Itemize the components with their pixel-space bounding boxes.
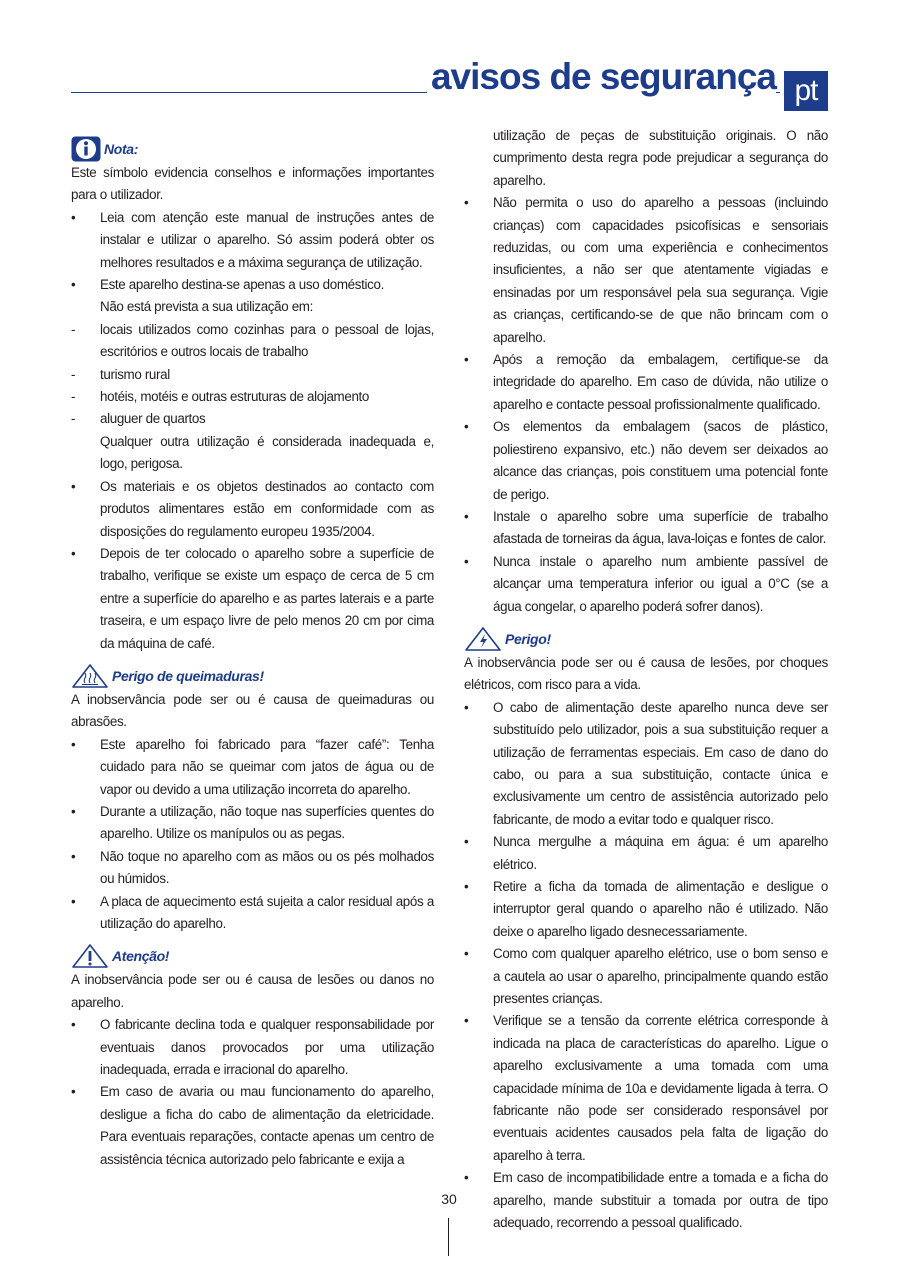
list-item: • Os materiais e os objetos destinados ao contacto com produtos alimentares estão em conformidade com as disposições do regulamento europeu 1935/2004. bbox=[71, 476, 434, 543]
list-item: • Em caso de avaria ou mau funcionamento do aparelho, desligue a ficha do cabo de alimentação da eletricidade. Para eventuais reparações, contacte apenas um centro de assistência técnica autorizado pelo fabricante e exija a bbox=[71, 1081, 434, 1171]
attention-heading bbox=[71, 943, 434, 969]
list-item: • O fabricante declina toda e qualquer responsabilidade por eventuais danos provocados por uma utilização inadequada, errada e irracional do aparelho. bbox=[71, 1014, 434, 1081]
attention-list-continued bbox=[464, 125, 828, 618]
burn-heading bbox=[71, 663, 434, 689]
list-item: • Leia com atenção este manual de instruções antes de instalar e utilizar o aparelho. Só assim poderá obter os melhores resultados e a máxima segurança de utilização. bbox=[71, 207, 434, 274]
list-item: utilização de peças de substituição originais. O não cumprimento desta regra pode prejudicar a segurança do aparelho. bbox=[493, 128, 828, 188]
note-heading bbox=[71, 136, 434, 162]
list-item: • Depois de ter colocado o aparelho sobre a superfície de trabalho, verifique se existe um espaço de cerca de 5 cm entre a superfície do aparelho e as partes laterais e a parte traseira, e um espaço livre de pelo menos 20 cm por cima da máquina de café. bbox=[71, 543, 434, 655]
list-item: - hotéis, motéis e outras estruturas de alojamento bbox=[71, 386, 434, 408]
footer-rule bbox=[448, 1218, 449, 1256]
list-item: • O cabo de alimentação deste aparelho nunca deve ser substituído pelo utilizador, pois a sua substituição requer a utilização de ferramentas especiais. Em caso de dano do cabo, ou para a sua substituição, contacte única e exclusivamente um centro de assistência autorizado pelo fabricante, de modo a evitar todo e qualquer risco. bbox=[464, 697, 828, 831]
list-item: Não está prevista a sua utilização em: bbox=[100, 299, 313, 315]
list-item: • Em caso de incompatibilidade entre a tomada e a ficha do aparelho, mande substituir a tomada por outra de tipo adequado, recorrendo a pessoal qualificado. bbox=[464, 1167, 828, 1234]
list-item: - turismo rural bbox=[71, 364, 434, 386]
electric-shock-warning-icon bbox=[464, 626, 502, 652]
info-icon bbox=[71, 136, 101, 162]
danger-intro: A inobservância pode ser ou é causa de lesões, por choques elétricos, com risco para a vida. bbox=[464, 654, 828, 693]
list-item: • Os elementos da embalagem (sacos de plástico, poliestireno expansivo, etc.) não devem ser deixados ao alcance das crianças, pois constituem uma potencial fonte de perigo. bbox=[464, 416, 828, 506]
list-item: • Não toque no aparelho com as mãos ou os pés molhados ou húmidos. bbox=[71, 846, 434, 891]
list-item: • Nunca mergulhe a máquina em água: é um aparelho elétrico. bbox=[464, 831, 828, 876]
attention-intro: A inobservância pode ser ou é causa de lesões ou danos no aparelho. bbox=[71, 972, 434, 1010]
list-item: - locais utilizados como cozinhas para o pessoal de lojas, escritórios e outros locais de trabalho bbox=[71, 319, 434, 364]
hot-surface-warning-icon bbox=[71, 663, 109, 689]
note-list bbox=[71, 207, 434, 655]
list-item: • A placa de aquecimento está sujeita a calor residual após a utilização do aparelho. bbox=[71, 891, 434, 936]
exclamation-warning-icon bbox=[71, 943, 109, 969]
page-title: avisos de segurança bbox=[427, 55, 776, 99]
list-item: • Verifique se a tensão da corrente elétrica corresponde à indicada na placa de características do aparelho. Ligue o aparelho exclusivamente a uma tomada com uma capacidade mínima de 10a e devidamente ligada à terra. O fabricante não pode ser considerado responsável por eventuais acidentes causados pela falta de ligação do aparelho à terra. bbox=[464, 1010, 828, 1167]
list-item: • Retire a ficha da tomada de alimentação e desligue o interruptor geral quando o aparelho não é utilizado. Não deixe o aparelho ligado desnecessariamente. bbox=[464, 876, 828, 943]
language-tab: pt bbox=[784, 71, 828, 111]
list-item: • Durante a utilização, não toque nas superfícies quentes do aparelho. Utilize os manípulos ou as pegas. bbox=[71, 801, 434, 846]
right-column bbox=[464, 125, 828, 1235]
note-title: Nota: bbox=[104, 140, 139, 157]
burn-title: Perigo de queimaduras! bbox=[112, 667, 264, 684]
list-item: • Após a remoção da embalagem, certifique-se da integridade do aparelho. Em caso de dúvida, não utilize o aparelho e contacte pessoal profissionalmente qualificado. bbox=[464, 349, 828, 416]
list-item: • Este aparelho foi fabricado para “fazer café”: Tenha cuidado para não se queimar com jatos de água ou de vapor ou devido a uma utilização incorreta do aparelho. bbox=[71, 734, 434, 801]
list-item: • Nunca instale o aparelho num ambiente passível de alcançar uma temperatura inferior ou igual a 0°C (se a água congelar, o aparelho poderá sofrer danos). bbox=[464, 551, 828, 618]
list-item: • Como com qualquer aparelho elétrico, use o bom senso e a cautela ao usar o aparelho, principalmente quando estão presentes crianças. bbox=[464, 943, 828, 1010]
danger-heading bbox=[464, 626, 828, 652]
attention-list bbox=[71, 1014, 434, 1171]
danger-list bbox=[464, 697, 828, 1235]
burn-list bbox=[71, 734, 434, 936]
burn-intro: A inobservância pode ser ou é causa de queimaduras ou abrasões. bbox=[71, 691, 434, 730]
page-number: 30 bbox=[441, 1191, 457, 1207]
danger-title: Perigo! bbox=[505, 630, 551, 647]
left-column bbox=[71, 136, 434, 1171]
note-intro: Este símbolo evidencia conselhos e informações importantes para o utilizador. bbox=[71, 165, 434, 203]
list-item: - aluguer de quartos bbox=[71, 408, 434, 430]
list-item: • Não permita o uso do aparelho a pessoas (incluindo crianças) com capacidades psicofísicas e sensoriais reduzidas, ou com uma experiência e conhecimentos insuficientes, a não ser que atentamente vigiadas e ensinadas por um responsável pela sua segurança. Vigie as crianças, certificando-se de que não brincam com o aparelho. bbox=[464, 192, 828, 349]
list-item: • Este aparelho destina-se apenas a uso doméstico. bbox=[71, 274, 434, 296]
attention-title: Atenção! bbox=[112, 948, 170, 965]
list-item: Qualquer outra utilização é considerada inadequada e, logo, perigosa. bbox=[100, 433, 434, 472]
list-item: • Instale o aparelho sobre uma superfície de trabalho afastada de torneiras da água, lava-loiças e fontes de calor. bbox=[464, 506, 828, 551]
